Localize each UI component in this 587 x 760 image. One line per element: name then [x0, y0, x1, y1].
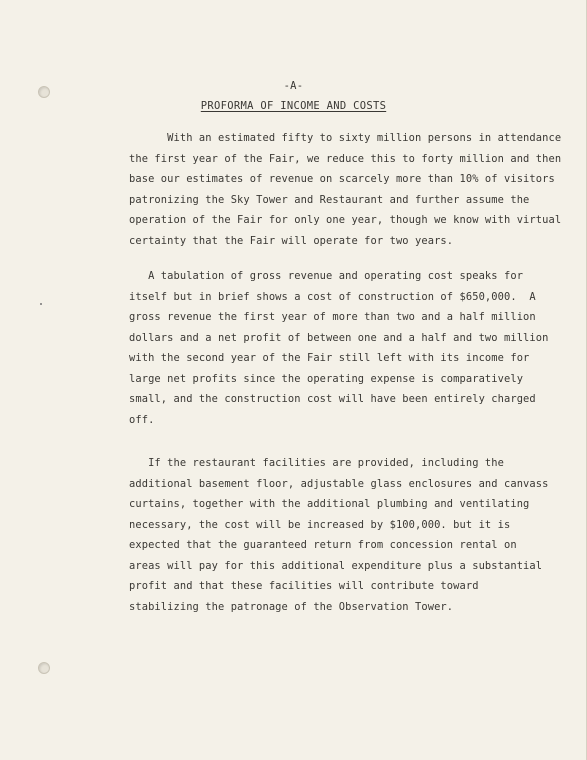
paragraph-line: necessary, the cost will be increased by $100,000. but it is [129, 518, 511, 531]
document-title: PROFORMA OF INCOME AND COSTS [200, 100, 387, 112]
paragraph-line: itself but in brief shows a cost of construction of $650,000. A [129, 290, 536, 303]
paragraph-line: profit and that these facilities will contribute toward [129, 580, 479, 592]
paragraph-line: operation of the Fair for only one year, though we know with virtual [129, 214, 562, 226]
page-marker: -A- [283, 80, 304, 92]
paragraph-line: large net profits since the operating expense is comparatively [129, 372, 524, 385]
paragraph-line: certainty that the Fair will operate for two years. [129, 234, 454, 247]
paragraph-line: curtains, together with the additional plumbing and ventilating [129, 498, 530, 510]
paragraph-3 [129, 453, 569, 617]
paragraph-line: gross revenue the first year of more than two and a half million [129, 311, 536, 323]
paragraph-line: the first year of the Fair, we reduce this to forty million and then [129, 152, 562, 165]
paragraph-line: off. [129, 413, 155, 426]
paragraph-line: With an estimated fifty to sixty million persons in attendance [129, 132, 562, 144]
punch-hole-bottom [38, 662, 50, 674]
ink-speck [40, 303, 42, 305]
paragraph-line: small, and the construction cost will have been entirely charged [129, 393, 536, 405]
paragraph-line: dollars and a net profit of between one and a half and two million [129, 331, 549, 344]
paragraph-line: A tabulation of gross revenue and operating cost speaks for [129, 270, 524, 282]
paragraph-2 [129, 266, 569, 430]
paragraph-line: expected that the guaranteed return from concession rental on [129, 539, 517, 551]
paragraph-line: patronizing the Sky Tower and Restaurant and further assume the [129, 193, 530, 206]
paragraph-line: with the second year of the Fair still left with its income for [129, 352, 530, 364]
paragraph-1 [129, 128, 569, 251]
paragraph-line: If the restaurant facilities are provided, including the [129, 457, 504, 469]
paragraph-line: additional basement floor, adjustable glass enclosures and canvass [129, 477, 549, 490]
paragraph-line: areas will pay for this additional expenditure plus a substantial [129, 559, 543, 572]
paragraph-line: stabilizing the patronage of the Observation Tower. [129, 600, 454, 613]
paragraph-line: base our estimates of revenue on scarcely more than 10% of visitors [129, 173, 555, 185]
